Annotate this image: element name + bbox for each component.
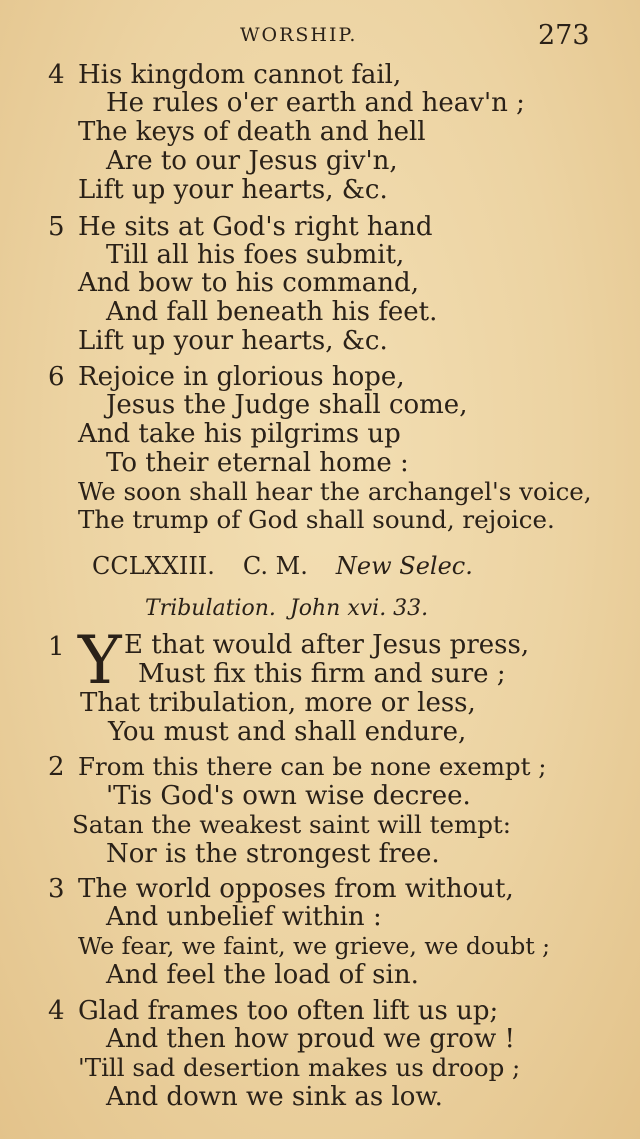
- hymn-subject-line: [145, 596, 428, 621]
- hymn-subject: Tribulation.: [145, 596, 276, 621]
- verse-line: We fear, we faint, we grieve, we doubt ;: [78, 932, 551, 960]
- verse-line: He sits at God's right hand: [78, 212, 433, 242]
- verse-line: And take his pilgrims up: [78, 419, 401, 449]
- hymn-number: CCLXXIII.: [92, 552, 215, 580]
- verse-line: The keys of death and hell: [78, 117, 426, 147]
- verse-line: E that would after Jesus press,: [124, 630, 530, 660]
- verse-line: The trump of God shall sound, rejoice.: [78, 505, 555, 534]
- verse-line: And feel the load of sin.: [106, 960, 419, 990]
- verse-line: And fall beneath his feet.: [106, 297, 438, 327]
- hymn-meter: C. M.: [242, 552, 308, 580]
- stanza-number: 4: [48, 996, 65, 1026]
- verse-line: His kingdom cannot fail,: [78, 60, 402, 90]
- verse-line: That tribulation, more or less,: [80, 688, 476, 718]
- verse-line: We soon shall hear the archangel's voice,: [78, 477, 592, 506]
- drop-cap: Y: [78, 622, 122, 699]
- verse-line: And bow to his command,: [78, 268, 419, 298]
- stanza-number: 5: [48, 212, 65, 242]
- verse-line: To their eternal home :: [106, 448, 409, 478]
- verse-line: Are to our Jesus giv'n,: [106, 146, 398, 176]
- verse-line: You must and shall endure,: [108, 717, 467, 747]
- verse-line: And unbelief within :: [106, 902, 382, 932]
- verse-line: And then how proud we grow !: [106, 1024, 515, 1054]
- verse-line: The world opposes from without,: [78, 874, 514, 904]
- verse-line: Lift up your hearts, &c.: [78, 175, 388, 205]
- verse-line: Glad frames too often lift us up;: [78, 996, 499, 1026]
- verse-line: 'Till sad desertion makes us droop ;: [78, 1053, 521, 1082]
- scripture-reference: John xvi. 33.: [289, 596, 429, 621]
- verse-line: Lift up your hearts, &c.: [78, 326, 388, 356]
- stanza-number: 2: [48, 752, 65, 782]
- page-header: [0, 18, 640, 54]
- hymn-source: New Selec.: [335, 552, 473, 580]
- verse-line: Jesus the Judge shall come,: [106, 390, 468, 420]
- verse-line: Must fix this firm and sure ;: [138, 659, 506, 689]
- stanza-number: 1: [48, 632, 65, 662]
- running-title: WORSHIP.: [240, 24, 358, 46]
- page-number: 273: [538, 20, 590, 51]
- verse-line: Till all his foes submit,: [106, 240, 405, 270]
- verse-line: He rules o'er earth and heav'n ;: [106, 88, 525, 118]
- verse-line: 'Tis God's own wise decree.: [106, 781, 471, 811]
- verse-line: Satan the weakest saint will tempt:: [72, 810, 512, 839]
- stanza-number: 3: [48, 874, 65, 904]
- verse-line: From this there can be none exempt ;: [78, 752, 547, 781]
- stanza-number: 4: [48, 60, 65, 90]
- hymn-heading: [92, 552, 473, 580]
- verse-line: And down we sink as low.: [106, 1082, 443, 1112]
- verse-line: Nor is the strongest free.: [106, 839, 440, 869]
- verse-line: Rejoice in glorious hope,: [78, 362, 405, 392]
- stanza-number: 6: [48, 362, 65, 392]
